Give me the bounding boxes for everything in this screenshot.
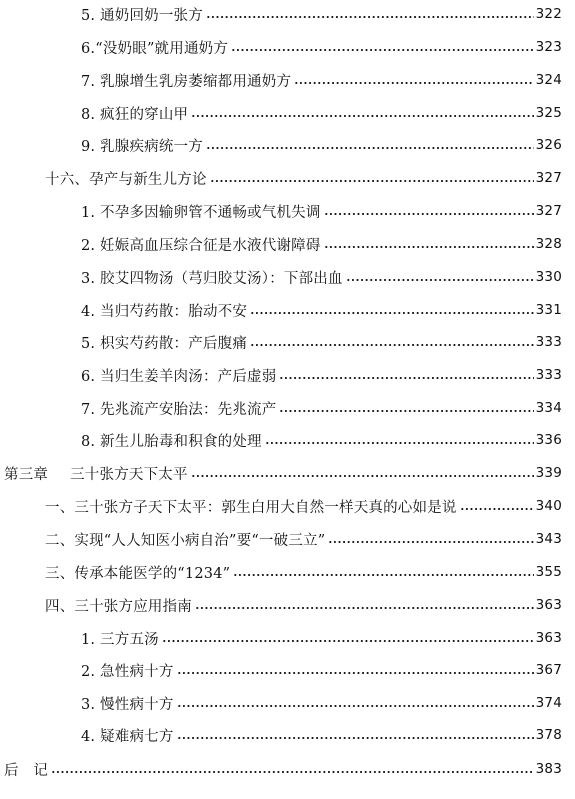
toc-section-entry[interactable] — [45, 594, 562, 616]
toc-entry-title: 2. 急性病十方 — [81, 663, 174, 680]
toc-entry[interactable] — [81, 200, 562, 222]
toc-page-number: 334 — [535, 400, 562, 416]
toc-section-entry[interactable] — [45, 528, 562, 550]
dot-leader — [279, 377, 533, 379]
toc-entry-title: 后 记 — [4, 762, 49, 779]
toc-entry[interactable] — [81, 397, 562, 419]
toc-entry-title: 3. 胶艾四物汤（芎归胶艾汤）：下部出血 — [81, 270, 343, 287]
toc-entry[interactable] — [81, 3, 562, 25]
dot-leader — [265, 442, 534, 444]
toc-page-number: 367 — [535, 662, 562, 678]
toc-entry[interactable] — [81, 36, 562, 58]
toc-entry[interactable] — [81, 627, 562, 649]
toc-section-entry[interactable] — [45, 167, 562, 189]
toc-entry-title: 二、实现“人人知医小病自治”要“一破三立” — [45, 532, 326, 549]
toc-page-number: 328 — [535, 236, 562, 252]
toc-page-number: 336 — [535, 432, 562, 448]
toc-entry[interactable] — [81, 299, 562, 321]
toc-page-number: 326 — [535, 137, 562, 153]
toc-entry-title: 4. 当归芍药散：胎动不安 — [81, 303, 248, 320]
dot-leader — [195, 607, 534, 609]
dot-leader — [162, 640, 534, 642]
toc-entry[interactable] — [81, 134, 562, 156]
dot-leader — [250, 312, 534, 314]
dot-leader — [191, 475, 534, 477]
dot-leader — [206, 16, 534, 18]
toc-entry-title: 1. 不孕多因输卵管不通畅或气机失调 — [81, 204, 321, 221]
dot-leader — [177, 737, 534, 739]
toc-entry[interactable] — [81, 69, 562, 91]
toc-chapter-entry[interactable] — [4, 758, 562, 780]
dot-leader — [231, 49, 534, 51]
toc-chapter-entry[interactable] — [4, 462, 562, 484]
toc-entry[interactable] — [81, 692, 562, 714]
dot-leader — [328, 541, 533, 543]
toc-entry[interactable] — [81, 724, 562, 746]
toc-page-number: 333 — [535, 367, 562, 383]
toc-entry-title: 3. 慢性病十方 — [81, 696, 174, 713]
toc-page-number: 374 — [535, 695, 562, 711]
toc-page-number: 378 — [535, 727, 562, 743]
dot-leader — [191, 115, 533, 117]
dot-leader — [177, 672, 534, 674]
toc-entry-title: 四、三十张方应用指南 — [45, 598, 192, 615]
toc-page-number: 333 — [535, 334, 562, 350]
toc-section-entry[interactable] — [45, 561, 562, 583]
toc-page-number: 325 — [535, 105, 562, 121]
toc-entry-title: 三十张方天下太平 — [70, 466, 188, 483]
dot-leader — [177, 705, 534, 707]
toc-entry[interactable] — [81, 429, 562, 451]
dot-leader — [206, 147, 534, 149]
toc-entry-title: 5. 枳实芍药散：产后腹痛 — [81, 335, 248, 352]
toc-chapter-heading — [4, 463, 189, 484]
toc-page-number: 327 — [535, 203, 562, 219]
dot-leader — [324, 213, 534, 215]
dot-leader — [346, 279, 534, 281]
toc-page-number: 323 — [535, 39, 562, 55]
toc-page-number: 324 — [535, 72, 562, 88]
toc-entry-title: 5. 通奶回奶一张方 — [81, 7, 203, 24]
toc-entry-title: 7. 乳腺增生乳房萎缩都用通奶方 — [81, 73, 292, 90]
toc-entry-title: 1. 三方五汤 — [81, 631, 159, 648]
toc-page-number: 343 — [535, 531, 562, 547]
toc-page-number: 383 — [535, 761, 562, 777]
dot-leader — [460, 508, 534, 510]
toc-entry-title: 6. 当归生姜羊肉汤：产后虚弱 — [81, 368, 277, 385]
toc-entry-title: 4. 疑难病七方 — [81, 728, 174, 745]
toc-page-number: 340 — [535, 498, 562, 514]
toc-page-number: 331 — [535, 302, 562, 318]
toc-page-number: 363 — [535, 597, 562, 613]
toc-entry-title: 7. 先兆流产安胎法：先兆流产 — [81, 401, 277, 418]
toc-entry-title: 8. 疯狂的穿山甲 — [81, 106, 189, 123]
toc-entry[interactable] — [81, 233, 562, 255]
toc-section-entry[interactable] — [45, 495, 562, 517]
dot-leader — [294, 82, 533, 84]
toc-entry-title: 三、传承本能医学的“1234” — [45, 565, 231, 582]
toc-entry-title: 8. 新生儿胎毒和积食的处理 — [81, 433, 262, 450]
toc-entry-title: 一、三十张方子天下太平：郭生白用大自然一样天真的心如是说 — [45, 499, 457, 516]
chapter-number: 第三章 — [4, 466, 49, 483]
toc-entry[interactable] — [81, 364, 562, 386]
toc-entry-title: 9. 乳腺疾病统一方 — [81, 138, 203, 155]
toc-entry-title: 6.“没奶眼”就用通奶方 — [81, 40, 229, 57]
toc-page-number: 330 — [535, 269, 562, 285]
toc-entry[interactable] — [81, 102, 562, 124]
dot-leader — [51, 771, 534, 773]
dot-leader — [250, 344, 534, 346]
toc-entry-title: 2. 妊娠高血压综合征是水液代谢障碍 — [81, 237, 321, 254]
dot-leader — [233, 574, 533, 576]
toc-page-number: 339 — [535, 465, 562, 481]
toc-page-number: 327 — [535, 170, 562, 186]
dot-leader — [210, 180, 534, 182]
dot-leader — [279, 410, 533, 412]
toc-page-number: 322 — [535, 6, 562, 22]
toc-page-number: 355 — [535, 564, 562, 580]
toc-entry-title: 十六、孕产与新生儿方论 — [45, 171, 207, 188]
toc-entry[interactable] — [81, 266, 562, 288]
toc-entry[interactable] — [81, 331, 562, 353]
dot-leader — [324, 246, 534, 248]
toc-entry[interactable] — [81, 659, 562, 681]
toc-page-number: 363 — [535, 630, 562, 646]
